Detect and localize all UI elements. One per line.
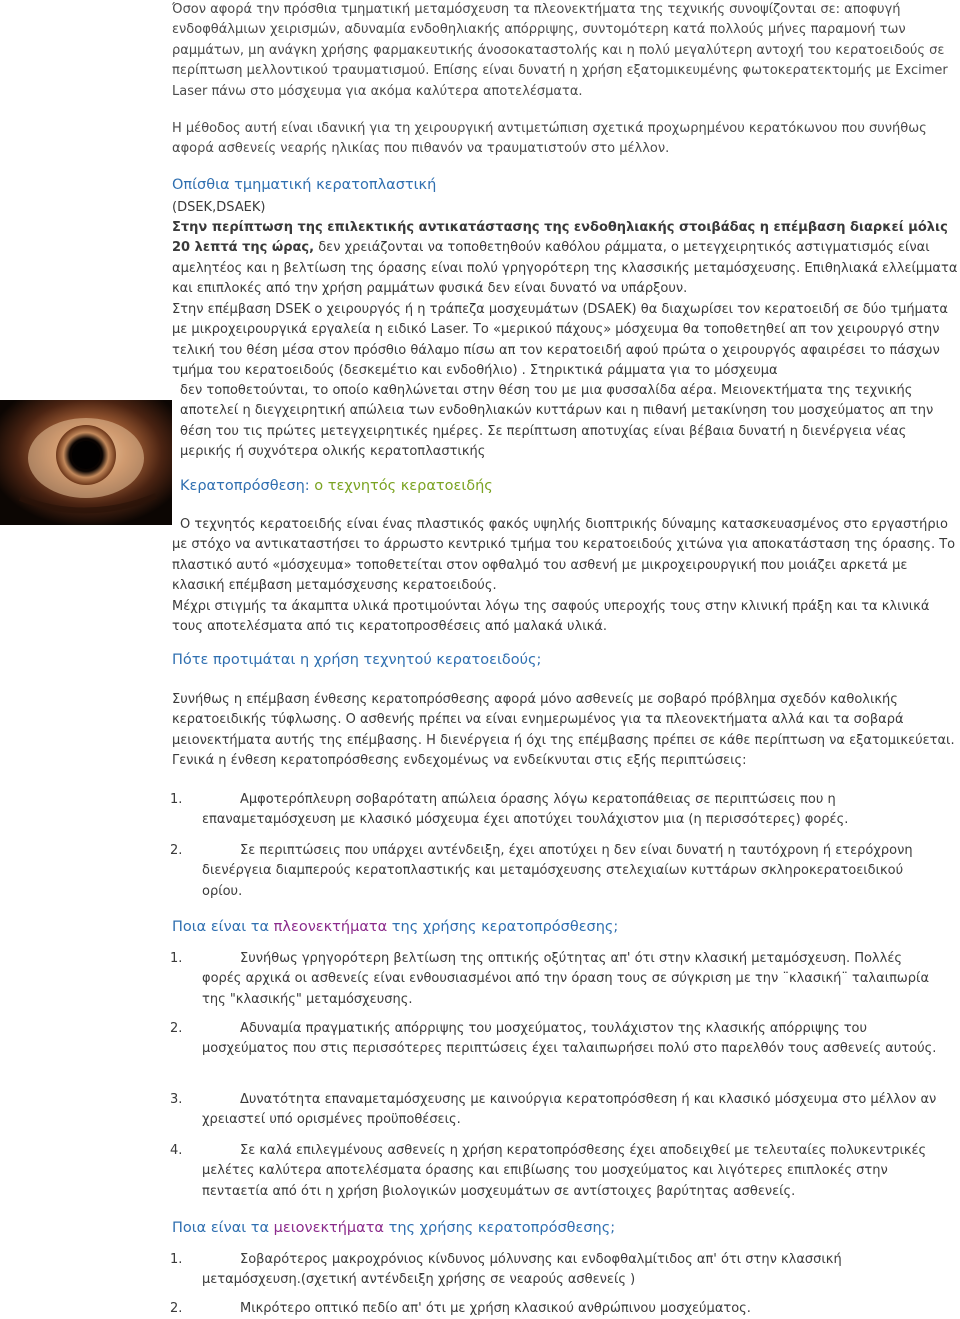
kpro-heading-part1: Κερατοπρόσθεση: (180, 478, 315, 494)
list-text: Σοβαρότερος μακροχρόνιος κίνδυνος μόλυνσης και ενδοφθαλμίτιδος απ' ότι στην κλασσική μεταμόσχευση.(σχετική αντένδειξη χρήσης σε νεαρούς ασθενείς ) (202, 1252, 842, 1288)
eye-photo (0, 400, 172, 525)
dsek-heading: Οπίσθια τμηματική κερατοπλαστική (172, 177, 437, 193)
list-number: 1. (170, 1252, 183, 1267)
dsek-paragraph-3: δεν τοποθετούνται, το οποίο καθηλώνεται στην θέση του με μια φυσσαλίδα αέρα. Μειονεκτήματα της τεχνικής αποτελεί η διεγχειρητική απώλεια των ενδοθηλιακών κυττάρων και η πιθανή μετακίνηση του μοσχεύματος απ την θέση του τις πρώτες μετεγχειρητικές ημέρες. Σε περίπτωση αποτυχίας είναι βέβαια δυνατή η διενέργεια νέας μερικής ή συχνότερα ολικής κερατοπλαστικής (180, 383, 934, 460)
dsek-paragraph-1 (172, 218, 958, 300)
kpro-heading-part2: ο τεχνητός κερατοειδής (314, 478, 493, 494)
disadvantages-list-item-1 (170, 1250, 950, 1290)
list-text: Σε περιπτώσεις που υπάρχει αντένδειξη, έχει αποτύχει η δεν είναι δυνατή η ταυτόχρονη ή ετερόχρονη διενέργεια διαμπερούς κερατοπλαστικής και μεταμόσχευσης στελεχιαίων κυττάρων σκληροκερατοειδικού ορίου. (202, 843, 913, 899)
disadvantages-heading-part2: μειονεκτήματα (273, 1220, 384, 1236)
list-number: 1. (170, 951, 183, 966)
advantages-heading (172, 917, 872, 937)
when-list-item-1 (170, 790, 950, 830)
list-text: Μικρότερο οπτικό πεδίο απ' ότι με χρήση κλασικού ανθρώπινου μοσχεύματος. (240, 1301, 751, 1316)
dsek-bold-lead: Στην περίπτωση της επιλεκτικής αντικατάστασης της ενδοθηλιακής στοιβάδας η επέμβαση διαρκεί μόλις 20 λεπτά της ώρας, (172, 220, 948, 256)
list-number: 2. (170, 1021, 183, 1036)
advantages-list-item-2 (170, 1019, 950, 1081)
method-paragraph: Η μέθοδος αυτή είναι ιδανική για τη χειρουργική αντιμετώπιση σχετικά προχωρημένου κερατόκωνου που συνήθως αφορά ασθενείς νεαρής ηλικίας που πιθανόν να τραυματιστούν στο μέλλον. (172, 121, 927, 157)
advantages-list-item-3 (170, 1090, 950, 1130)
when-paragraph: Συνήθως η επέμβαση ένθεσης κερατοπρόσθεσης αφορά μόνο ασθενείς με σοβαρό πρόβλημα σχεδόν καθολικής κερατοειδικής τύφλωσης. Ο ασθενής πρέπει να είναι ενημερωμένος για τα πλεονεκτήματα αλλά και τα σοβαρά μειονεκτήματα αυτής της επέμβασης. Η διενέργεια ή όχι της επέμβασης πρέπει σε κάθε περίπτωση να εξατομικεύεται. Γενικά η ένθεση κερατοπρόσθεσης ενδεχομένως να ενδείκνυται στις εξής περιπτώσεις: (172, 692, 955, 769)
dsek-subheading: (DSEK,DSAEK) (172, 200, 266, 215)
list-number: 4. (170, 1143, 183, 1158)
advantages-heading-part3: της χρήσης κερατοπρόσθεσης; (387, 919, 619, 935)
disadvantages-heading (172, 1218, 872, 1238)
advantages-list-item-4 (170, 1141, 950, 1203)
when-heading: Πότε προτιμάται η χρήση τεχνητού κερατοειδούς; (172, 652, 542, 668)
kpro-paragraph-1: Ο τεχνητός κερατοειδής είναι ένας πλαστικός φακός υψηλής διοπτρικής δύναμης κατασκευασμένος στο εργαστήριο με στόχο να αντικαταστήσει το άρρωστο κεντρικό τμήμα του κερατοειδούς χιτώνα για αποκατάσταση της όρασης. Το πλαστικό αυτό «μόσχευμα» τοποθετείται στον οφθαλμό του ασθενή με μικροχειρουργική που μοιάζει αρκετά με κλασική επέμβαση μεταμόσχευσης κερατοειδούς. (172, 517, 956, 594)
list-number: 2. (170, 843, 183, 858)
list-number: 2. (170, 1301, 183, 1316)
disadvantages-heading-part1: Ποια είναι τα (172, 1220, 274, 1236)
list-text: Δυνατότητα επαναμεταμόσχευσης με καινούργια κερατοπρόσθεση ή και κλασικό μόσχευμα στο μέλλον αν χρειαστεί υπό ορισμένες προϋποθέσεις. (202, 1092, 937, 1128)
list-text: Αμφοτερόπλευρη σοβαρότατη απώλεια όρασης λόγω κερατοπάθειας σε περιπτώσεις που η επαναμεταμόσχευση με κλασικό μόσχευμα έχει αποτύχει τουλάχιστον μια (η περισσότερες) φορές. (202, 792, 849, 828)
advantages-list-item-1 (170, 949, 950, 1011)
kpro-paragraph-2: Μέχρι στιγμής τα άκαμπτα υλικά προτιμούνται λόγω της σαφούς υπεροχής τους στην κλινική πράξη και τα κλινικά τους αποτελέσματα από τις κερατοπροσθέσεις από μαλακά υλικά. (172, 599, 930, 635)
list-text: Αδυναμία πραγματικής απόρριψης του μοσχεύματος, τουλάχιστον της κλασικής απόρριψης του μοσχεύματος που στις περισσότερες περιπτώσεις έχει ταλαιπωρήσει πολύ στο παρελθόν τους ασθενείς αυτούς. (202, 1021, 937, 1057)
kpro-heading (180, 476, 880, 496)
list-text: Συνήθως γρηγορότερη βελτίωση της οπτικής οξύτητας απ' ότι στην κλασική μεταμόσχευση. Πολλές φορές αρχικά οι ασθενείς είναι ενθουσιασμένοι από την όραση τους σε σύγκριση με την ¨κλασική¨ ταλαιπωρία της "κλασικής" μεταμόσχευσης. (202, 951, 930, 1007)
intro-paragraph: Όσον αφορά την πρόσθια τμηματική μεταμόσχευση τα πλεονεκτήματα της τεχνικής συνοψίζονται σε: αποφυγή ενδοφθάλμιων χειρισμών, αδυναμία ενδοθηλιακής απόρριψης, συντομότερη κατά πολλούς μήνες παραμονή των ραμμάτων, μη ανάγκη χρήσης φαρμακευτικής άνοσοκαταστολής και η πολύ μεγαλύτερη αντοχή του κερατοειδούς σε περίπτωση μελλοντικού τραυματισμού. Επίσης είναι δυνατή η χρήση εξατομικευμένης φωτοκερατεκτομής με Excimer Laser πάνω στο μόσχευμα για ακόμα καλύτερα αποτελέσματα. (172, 2, 948, 99)
eye-illustration (0, 400, 172, 525)
list-number: 3. (170, 1092, 183, 1107)
list-text: Σε καλά επιλεγμένους ασθενείς η χρήση κερατοπρόσθεσης έχει αποδειχθεί με τελευταίες πολυκεντρικές μελέτες καλύτερα αποτελέσματα όρασης και επιβίωσης του μοσχεύματος και λιγότερες επιπλοκές στην πενταετία από ότι η χρήση βιολογικών μοσχευμάτων σε αντίστοιχες βαρύτητας ασθενείς. (202, 1143, 927, 1199)
list-number: 1. (170, 792, 183, 807)
advantages-heading-part1: Ποια είναι τα (172, 919, 274, 935)
disadvantages-list-item-2 (170, 1299, 950, 1319)
advantages-heading-part2: πλεονεκτήματα (273, 919, 388, 935)
dsek-text-1: δεν χρειάζονται να τοποθετηθούν καθόλου ράμματα, ο μετεγχειρητικός αστιγματισμός είναι αμελητέος και η βελτίωση της όρασης είναι πολύ γρηγορότερη της κλασσικής μεταμόσχευσης. Επιθηλιακά ελλείμματα και επιπλοκές από την χρήση ραμμάτων φυσικά δεν είναι δυνατό να υπάρξουν. (172, 240, 958, 297)
when-list-item-2 (170, 841, 950, 903)
disadvantages-heading-part3: της χρήσης κερατοπρόσθεσης; (384, 1220, 616, 1236)
dsek-paragraph-2: Στην επέμβαση DSEK ο χειρουργός ή η τράπεζα μοσχευμάτων (DSAEK) θα διαχωρίσει τον κερατοειδή σε δύο τμήματα με μικροχειρουργικά εργαλεία η ειδικό Laser. Το «μερικού πάχους» μόσχευμα θα τοποθετηθεί απ τον χειρουργό στην τελική του θέση μέσα στον πρόσθιο θάλαμο πίσω απ τον κερατοειδή αφού πρώτα ο χειρουργός αφαιρέσει το πάσχων τμήμα του κερατοειδούς (δεσκεμέτιο και ενδοθήλιο) . Στηρικτικά ράμματα για το μόσχευμα (172, 302, 948, 379)
